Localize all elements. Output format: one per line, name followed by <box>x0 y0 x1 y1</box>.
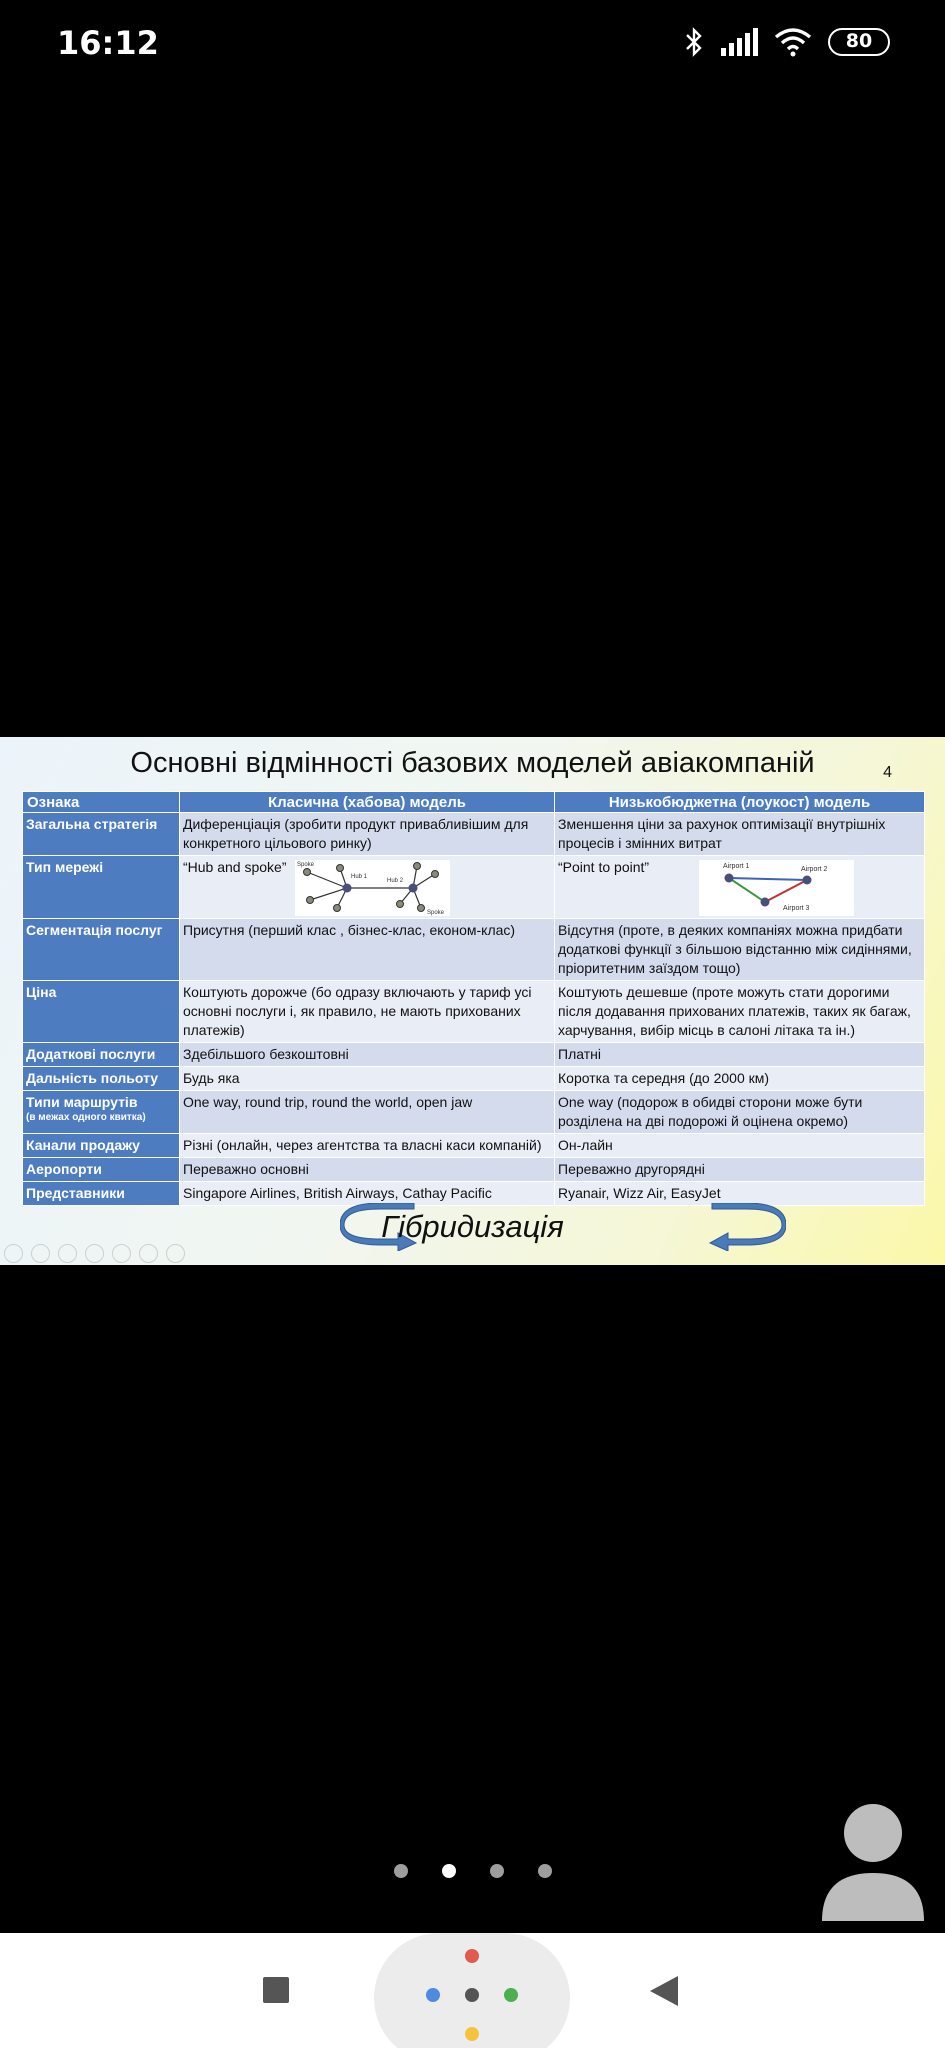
row-label: Тип мережі <box>23 856 180 919</box>
pen-icon[interactable] <box>58 1244 77 1263</box>
row-label: Сегментація послуг <box>23 919 180 981</box>
navigation-bar <box>0 1933 945 2048</box>
table-row <box>23 919 925 981</box>
page-dot[interactable] <box>394 1864 408 1878</box>
row-label: Дальність польоту <box>23 1067 180 1091</box>
column-header: Ознака <box>23 792 180 813</box>
row-label: Представники <box>23 1182 180 1206</box>
page-dot-active[interactable] <box>442 1864 456 1878</box>
page-indicator <box>0 1864 945 1878</box>
page-dot[interactable] <box>490 1864 504 1878</box>
presentation-slide <box>0 737 945 1265</box>
next-slide-icon[interactable] <box>31 1244 50 1263</box>
more-icon[interactable] <box>166 1244 185 1263</box>
recent-apps-icon[interactable] <box>263 1977 289 2003</box>
slideshow-toolbar <box>4 1244 185 1263</box>
diagram-label: Spoke <box>296 862 314 868</box>
participant-avatar-icon[interactable] <box>822 1803 924 1921</box>
lowcost-cell: Коротка та середня (до 2000 км) <box>555 1067 925 1091</box>
lowcost-cell: Переважно другорядні <box>555 1158 925 1182</box>
bluetooth-icon <box>684 26 704 58</box>
lowcost-cell: Ryanair, Wizz Air, EasyJet <box>555 1182 925 1206</box>
row-label: Додаткові послуги <box>23 1043 180 1067</box>
assistant-dot-blue <box>426 1988 440 2002</box>
home-button[interactable] <box>374 1933 570 2048</box>
row-label-note: (в межах одного квитка) <box>26 1112 146 1123</box>
classic-cell: Присутня (перший клас , бізнес-клас, економ-клас) <box>180 919 555 981</box>
diagram-label: Hub 1 <box>350 874 367 880</box>
row-label-text: Типи маршрутів <box>26 1094 138 1110</box>
table-header-row <box>23 792 925 813</box>
assistant-dot-red <box>465 1949 479 1963</box>
comparison-table <box>22 791 925 1206</box>
status-time: 16:12 <box>57 24 159 62</box>
row-label: Загальна стратегія <box>23 813 180 856</box>
signal-icon <box>720 28 758 56</box>
classic-cell: Singapore Airlines, British Airways, Cathay Pacific <box>180 1182 555 1206</box>
slide-title: Основні відмінності базових моделей авіакомпаній <box>130 747 815 779</box>
column-header: Низькобюджетна (лоукост) модель <box>555 792 925 813</box>
table-row <box>23 813 925 856</box>
classic-cell: Різні (онлайн, через агентства та власні каси компаній) <box>180 1134 555 1158</box>
classic-cell: Диференціація (зробити продукт привабливішим для конкретного цільового ринку) <box>180 813 555 856</box>
assistant-dot-center <box>465 1988 479 2002</box>
lowcost-cell: Зменшення ціни за рахунок оптимізації внутрішніх процесів і змінних витрат <box>555 813 925 856</box>
classic-cell: Переважно основні <box>180 1158 555 1182</box>
diagram-label: Airport 2 <box>801 866 828 873</box>
lowcost-cell: Коштують дешевше (проте можуть стати дорогими після додавання прихованих платежів, таких як багаж, харчування, вибір місць в салоні літака та ін.) <box>555 981 925 1043</box>
table-row <box>23 981 925 1043</box>
table-row <box>23 1134 925 1158</box>
diagram-label: Airport 1 <box>723 863 750 870</box>
screen-icon[interactable] <box>139 1244 158 1263</box>
hub-and-spoke-diagram <box>295 860 450 916</box>
page-dot[interactable] <box>538 1864 552 1878</box>
back-icon[interactable] <box>650 1976 678 2006</box>
classic-cell: Здебільшого безкоштовні <box>180 1043 555 1067</box>
previous-slide-icon[interactable] <box>4 1244 23 1263</box>
assistant-dot-yellow <box>465 2027 479 2041</box>
status-icons <box>684 26 890 58</box>
classic-cell: One way, round trip, round the world, open jaw <box>180 1091 555 1134</box>
table-row <box>23 856 925 919</box>
diagram-label: Airport 3 <box>783 905 810 912</box>
table-row <box>23 1182 925 1206</box>
battery-indicator: 80 <box>828 28 890 56</box>
assistant-dot-green <box>504 1988 518 2002</box>
slides-icon[interactable] <box>85 1244 104 1263</box>
wifi-icon <box>774 27 812 57</box>
point-to-point-diagram <box>699 860 854 916</box>
row-label: Канали продажу <box>23 1134 180 1158</box>
lowcost-cell <box>555 856 925 919</box>
lowcost-cell: Відсутня (проте, в деяких компаніях можна придбати додаткові функції з більшою відстанню між сидіннями, пріоритетним заїздом тощо) <box>555 919 925 981</box>
slide-number: 4 <box>883 764 892 781</box>
status-bar <box>0 0 945 86</box>
curved-arrow-icon <box>708 1203 786 1251</box>
table-row <box>23 1067 925 1091</box>
lowcost-cell: Он-лайн <box>555 1134 925 1158</box>
network-type-text: “Hub and spoke” <box>183 859 287 875</box>
table-row <box>23 1043 925 1067</box>
lowcost-cell: Платні <box>555 1043 925 1067</box>
classic-cell: Коштують дорожче (бо одразу включають у тариф усі основні послуги і, як правило, не мають прихованих платежів) <box>180 981 555 1043</box>
table-row <box>23 1158 925 1182</box>
table-row <box>23 1091 925 1134</box>
network-type-text: “Point to point” <box>558 859 650 875</box>
diagram-label: Hub 2 <box>386 878 403 884</box>
row-label: Ціна <box>23 981 180 1043</box>
classic-cell: Будь яка <box>180 1067 555 1091</box>
classic-cell <box>180 856 555 919</box>
row-label: Аеропорти <box>23 1158 180 1182</box>
diagram-label: Spoke <box>426 910 444 916</box>
zoom-icon[interactable] <box>112 1244 131 1263</box>
row-label <box>23 1091 180 1134</box>
column-header: Класична (хабова) модель <box>180 792 555 813</box>
hybrid-label: Гібридизація <box>381 1209 564 1244</box>
lowcost-cell: One way (подорож в обидві сторони може бути розділена на дві подорожі й оцінена окремо) <box>555 1091 925 1134</box>
